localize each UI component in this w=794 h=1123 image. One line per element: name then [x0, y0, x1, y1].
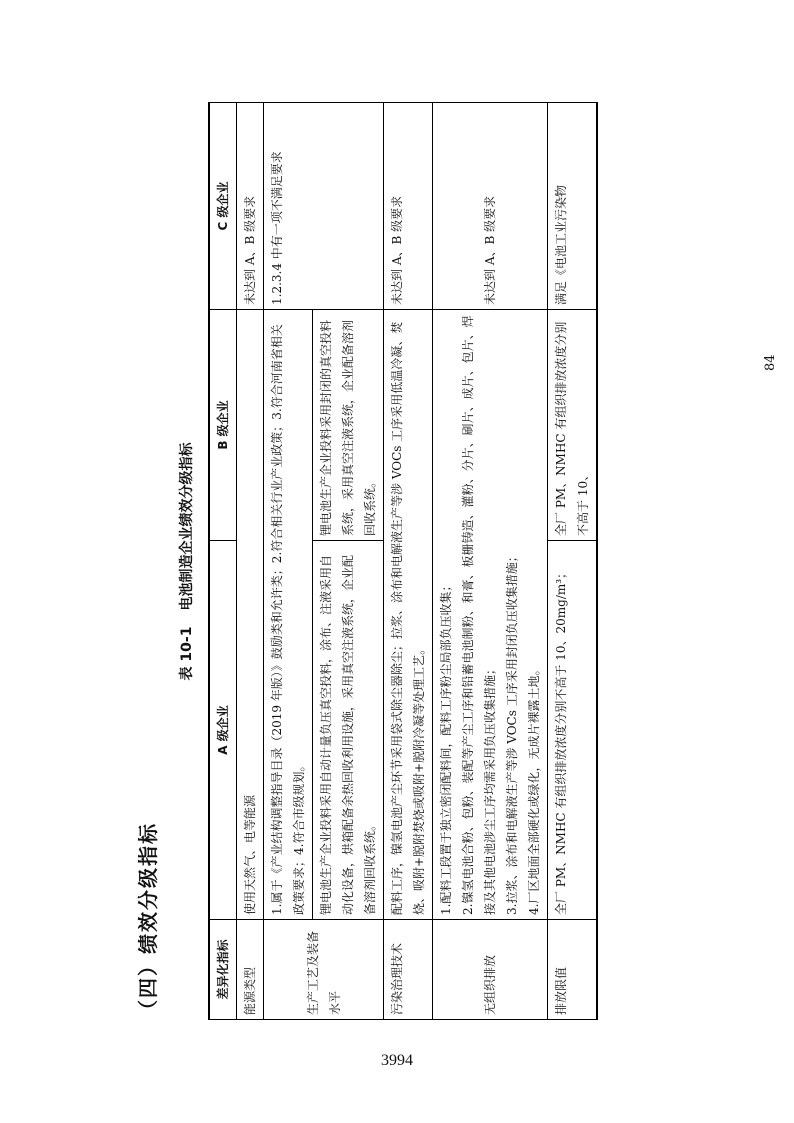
c-level-cell: 未达到 A、B 级要求	[384, 103, 433, 310]
a-level-line: 配料工序，镍氢电池产尘环节采用袋式除尘器除尘；拉浆、涂布和电解液生产等涉 VOCs 工序采用低温冷凝、焚烧、吸附+脱附焚烧或吸附+脱附冷凝等处理工艺。	[390, 321, 426, 915]
page-number: 3994	[381, 1052, 413, 1069]
a-level-cell	[313, 541, 384, 920]
indicator-cell: 生产工艺及装备水平	[264, 920, 384, 1020]
table-row	[237, 103, 264, 1020]
b-level-cell: 锂电池生产企业投料采用封闭的真空投料系统，采用真空注液系统，企业配备溶剂回收系统。	[313, 310, 384, 541]
header-b-level: B 级企业	[209, 310, 237, 541]
header-indicator: 差异化指标	[209, 920, 237, 1020]
table-row	[548, 103, 598, 1020]
table-row	[384, 103, 433, 1020]
a-level-line: 1.属于《产业结构调整指导目录（2019 年版）》鼓励类和允许类；2.符合相关行业产业政策；3.符合河南省相关政策要求；4.符合市级规划。	[270, 324, 306, 915]
a-level-line: 全厂 PM、NMHC 有组织排放浓度分别不高于 10、20mg/m³；	[554, 566, 568, 915]
a-level-cell	[264, 310, 313, 920]
a-level-line: 3.拉浆、涂布和电解液生产等涉 VOCs 工序采用封闭负压收集措施；	[505, 550, 519, 915]
grading-table	[208, 102, 598, 1020]
indicator-cell: 无组织排放	[433, 920, 548, 1020]
header-c-level: C 级企业	[209, 103, 237, 310]
a-level-line: 1.配料工段置于独立密闭配料间，配料工序粉尘局部负压收集；	[439, 579, 453, 915]
table-row	[264, 103, 313, 1020]
table-header-row	[209, 103, 237, 1020]
a-level-line: 使用天然气、电等能源	[243, 794, 257, 915]
indicator-cell: 能源类型	[237, 920, 264, 1020]
section-title: （四）绩效分级指标	[136, 822, 160, 1020]
indicator-cell: 排放限值	[548, 920, 598, 1020]
table-row	[433, 103, 548, 1020]
b-level-cell: 全厂 PM、NMHC 有组织排放浓度分别不高于 10、	[548, 310, 598, 541]
a-level-cell	[548, 541, 598, 920]
a-level-cell	[433, 310, 548, 920]
header-a-level: A 级企业	[209, 541, 237, 920]
c-level-cell: 1.2.3.4 中有一项不满足要求	[264, 103, 384, 310]
c-level-cell: 满足《电池工业污染物	[548, 103, 598, 310]
a-level-cell	[384, 310, 433, 920]
inner-page-number: 84	[763, 354, 778, 371]
table-caption	[176, 0, 196, 1123]
table-number: 表 10-1	[179, 626, 195, 681]
a-level-line: 4.厂区地面全部硬化或绿化，无成片裸露土地。	[527, 663, 541, 915]
indicator-cell: 污染治理技术	[384, 920, 433, 1020]
table-title: 电池制造企业绩效分级指标	[179, 442, 195, 611]
a-level-cell	[237, 310, 264, 920]
a-level-line: 锂电池生产企业投料采用自动计量负压真空投料，涂布、注液采用自动化设备，烘箱配备余热回收利用设施，采用真空注液系统，企业配备溶剂回收系统。	[319, 554, 377, 915]
a-level-line: 2.镍氢电池合粉、包粉、装配等产尘工序和铅蓄电池制粉、和膏、板栅铸造、灌粉、分片、刷片、成片、包片、焊接及其他电池涉尘工序均需采用负压收集措施；	[461, 315, 497, 915]
c-level-cell: 未达到 A、B 级要求	[237, 103, 264, 310]
c-level-cell: 未达到 A、B 级要求	[433, 103, 548, 310]
